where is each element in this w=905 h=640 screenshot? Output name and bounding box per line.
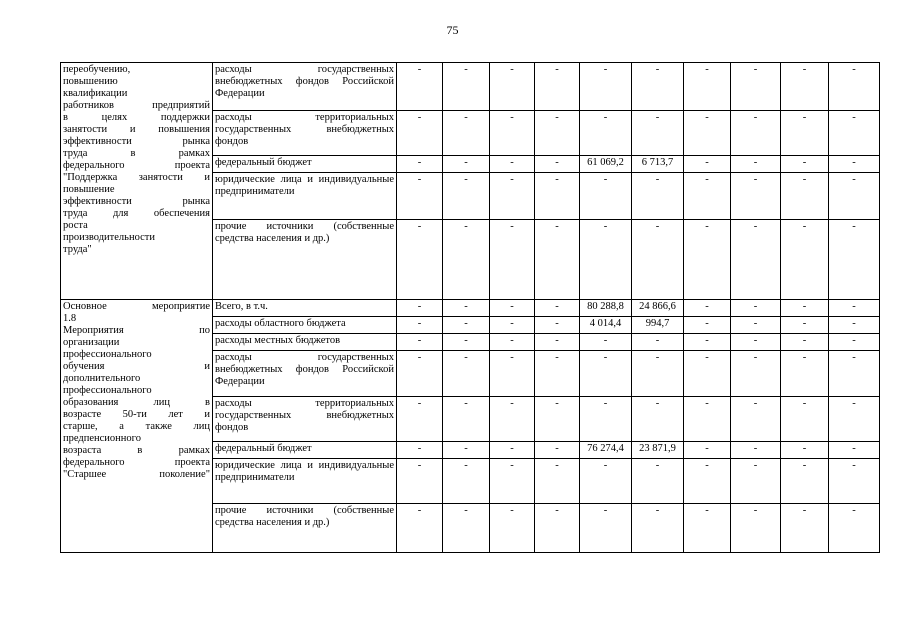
value-cell: - <box>731 173 781 220</box>
value-cell: - <box>443 317 490 334</box>
value-cell: - <box>684 334 731 351</box>
value-cell: - <box>535 317 580 334</box>
value-cell: - <box>731 300 781 317</box>
funding-source-cell: юридические лица и индивидуальные предприниматели <box>213 459 397 504</box>
value-cell: - <box>535 111 580 156</box>
value-cell: 994,7 <box>632 317 684 334</box>
activity-name-line: дополнительного <box>63 373 141 384</box>
value-cell: - <box>829 317 880 334</box>
value-cell: - <box>397 63 443 111</box>
value-cell: - <box>443 351 490 397</box>
value-cell: - <box>684 442 731 459</box>
value-cell: - <box>490 504 535 553</box>
value-cell: - <box>397 459 443 504</box>
value-cell: - <box>490 63 535 111</box>
value-cell: - <box>443 156 490 173</box>
value-cell: - <box>580 63 632 111</box>
activity-name-line: переобучению, <box>63 64 131 75</box>
funding-source-cell: федеральный бюджет <box>213 156 397 173</box>
value-cell: - <box>632 111 684 156</box>
activity-name-line: повышение <box>63 184 115 195</box>
activity-name-line: возрасте 50-ти лет и <box>63 409 210 420</box>
activity-name-cell <box>61 63 213 300</box>
value-cell: 80 288,8 <box>580 300 632 317</box>
value-cell: - <box>632 334 684 351</box>
value-cell: - <box>731 111 781 156</box>
value-cell: - <box>731 63 781 111</box>
activity-name-line: предпенсионного <box>63 433 141 444</box>
activity-name-line: эффективности рынка <box>63 136 210 147</box>
value-cell: - <box>535 173 580 220</box>
value-cell: - <box>731 220 781 300</box>
value-cell: - <box>490 351 535 397</box>
value-cell: - <box>829 63 880 111</box>
value-cell: - <box>781 504 829 553</box>
value-cell: - <box>781 220 829 300</box>
value-cell: - <box>829 220 880 300</box>
value-cell: 6 713,7 <box>632 156 684 173</box>
value-cell: - <box>397 111 443 156</box>
value-cell: - <box>684 173 731 220</box>
value-cell: - <box>781 442 829 459</box>
activity-name-line: федерального проекта <box>63 160 210 171</box>
value-cell: - <box>829 300 880 317</box>
value-cell: - <box>490 317 535 334</box>
value-cell: - <box>580 504 632 553</box>
value-cell: - <box>490 334 535 351</box>
value-cell: - <box>829 111 880 156</box>
value-cell: 4 014,4 <box>580 317 632 334</box>
value-cell: - <box>535 63 580 111</box>
activity-name-line: повышению <box>63 76 118 87</box>
value-cell: - <box>684 397 731 442</box>
budget-table <box>60 62 880 553</box>
value-cell: - <box>781 317 829 334</box>
value-cell: - <box>781 173 829 220</box>
activity-name-line: производительности <box>63 232 155 243</box>
activity-name-line: образования лиц в <box>63 397 210 408</box>
value-cell: - <box>829 397 880 442</box>
value-cell: - <box>632 351 684 397</box>
value-cell: - <box>490 397 535 442</box>
value-cell: - <box>829 156 880 173</box>
value-cell: - <box>443 111 490 156</box>
value-cell: - <box>632 397 684 442</box>
value-cell: - <box>490 459 535 504</box>
value-cell: - <box>443 442 490 459</box>
value-cell: - <box>632 220 684 300</box>
activity-name-line: "Поддержка занятости и <box>63 172 210 183</box>
activity-name-line: роста <box>63 220 88 231</box>
value-cell: - <box>397 351 443 397</box>
activity-name-line: занятости и повышения <box>63 124 210 135</box>
value-cell: - <box>731 317 781 334</box>
value-cell: - <box>632 63 684 111</box>
value-cell: - <box>781 351 829 397</box>
value-cell: - <box>731 504 781 553</box>
value-cell: - <box>535 504 580 553</box>
value-cell: 61 069,2 <box>580 156 632 173</box>
value-cell: - <box>684 459 731 504</box>
value-cell: - <box>829 442 880 459</box>
value-cell: - <box>397 156 443 173</box>
value-cell: - <box>535 397 580 442</box>
value-cell: - <box>443 504 490 553</box>
activity-name-line: федерального проекта <box>63 457 210 468</box>
value-cell: - <box>632 504 684 553</box>
funding-source-cell: федеральный бюджет <box>213 442 397 459</box>
value-cell: - <box>731 334 781 351</box>
activity-name-line: квалификации <box>63 88 128 99</box>
value-cell: - <box>443 397 490 442</box>
value-cell: - <box>535 459 580 504</box>
funding-source-cell: Всего, в т.ч. <box>213 300 397 317</box>
value-cell: - <box>535 334 580 351</box>
table-row <box>61 300 880 317</box>
value-cell: - <box>580 334 632 351</box>
value-cell: - <box>397 317 443 334</box>
page-number: 75 <box>446 23 459 37</box>
value-cell: - <box>829 173 880 220</box>
activity-name-line: организации <box>63 337 120 348</box>
value-cell: - <box>632 173 684 220</box>
value-cell: - <box>781 63 829 111</box>
value-cell: - <box>781 300 829 317</box>
value-cell: - <box>684 351 731 397</box>
value-cell: - <box>781 111 829 156</box>
funding-source-cell: прочие источники (собственные средства населения и др.) <box>213 220 397 300</box>
value-cell: - <box>397 442 443 459</box>
value-cell: - <box>535 156 580 173</box>
funding-source-cell: расходы местных бюджетов <box>213 334 397 351</box>
value-cell: - <box>684 317 731 334</box>
value-cell: - <box>397 173 443 220</box>
value-cell: - <box>684 220 731 300</box>
value-cell: - <box>684 63 731 111</box>
value-cell: - <box>580 220 632 300</box>
value-cell: - <box>684 156 731 173</box>
value-cell: - <box>781 459 829 504</box>
value-cell: - <box>829 459 880 504</box>
activity-name-line: работников предприятий <box>63 100 210 111</box>
activity-name-line: Основное мероприятие <box>63 301 210 312</box>
value-cell: - <box>535 220 580 300</box>
value-cell: - <box>443 220 490 300</box>
value-cell: - <box>535 442 580 459</box>
value-cell: - <box>397 504 443 553</box>
activity-name-line: 1.8 <box>63 313 77 324</box>
funding-source-cell: расходы государственных внебюджетных фондов Российской Федерации <box>213 63 397 111</box>
value-cell: - <box>443 63 490 111</box>
value-cell: - <box>781 156 829 173</box>
value-cell: 24 866,6 <box>632 300 684 317</box>
activity-name-line: возраста в рамках <box>63 445 210 456</box>
value-cell: - <box>490 442 535 459</box>
value-cell: - <box>443 173 490 220</box>
value-cell: - <box>731 351 781 397</box>
value-cell: - <box>731 397 781 442</box>
value-cell: - <box>490 220 535 300</box>
activity-name-line: труда" <box>63 244 92 255</box>
value-cell: - <box>580 173 632 220</box>
value-cell: - <box>397 397 443 442</box>
value-cell: - <box>781 334 829 351</box>
activity-name-line: профессионального <box>63 349 152 360</box>
value-cell: - <box>397 220 443 300</box>
funding-source-cell: юридические лица и индивидуальные предприниматели <box>213 173 397 220</box>
value-cell: - <box>731 442 781 459</box>
activity-name-line: труда для обеспечения <box>63 208 210 219</box>
activity-name-line: эффективности рынка <box>63 196 210 207</box>
value-cell: - <box>684 300 731 317</box>
value-cell: - <box>580 397 632 442</box>
activity-name-line: старше, а также лиц <box>63 421 210 432</box>
activity-name-line: обучения и <box>63 361 210 372</box>
value-cell: - <box>580 351 632 397</box>
value-cell: - <box>397 334 443 351</box>
activity-name-line: профессионального <box>63 385 152 396</box>
funding-source-cell: расходы территориальных государственных внебюджетных фондов <box>213 111 397 156</box>
value-cell: - <box>443 459 490 504</box>
activity-name-cell <box>61 300 213 553</box>
value-cell: - <box>580 111 632 156</box>
value-cell: 76 274,4 <box>580 442 632 459</box>
value-cell: - <box>535 351 580 397</box>
value-cell: - <box>684 111 731 156</box>
activity-name-line: Мероприятия по <box>63 325 210 336</box>
funding-source-cell: расходы государственных внебюджетных фондов Российской Федерации <box>213 351 397 397</box>
value-cell: - <box>829 504 880 553</box>
activity-name-line: труда в рамках <box>63 148 210 159</box>
funding-source-cell: прочие источники (собственные средства населения и др.) <box>213 504 397 553</box>
value-cell: - <box>490 111 535 156</box>
table-row <box>61 63 880 111</box>
value-cell: 23 871,9 <box>632 442 684 459</box>
value-cell: - <box>731 156 781 173</box>
funding-source-cell: расходы территориальных государственных внебюджетных фондов <box>213 397 397 442</box>
value-cell: - <box>684 504 731 553</box>
value-cell: - <box>731 459 781 504</box>
activity-name-line: "Старшее поколение" <box>63 469 210 480</box>
value-cell: - <box>490 173 535 220</box>
value-cell: - <box>632 459 684 504</box>
activity-name-line: в целях поддержки <box>63 112 210 123</box>
value-cell: - <box>829 334 880 351</box>
value-cell: - <box>490 300 535 317</box>
value-cell: - <box>829 351 880 397</box>
value-cell: - <box>490 156 535 173</box>
value-cell: - <box>397 300 443 317</box>
value-cell: - <box>443 334 490 351</box>
value-cell: - <box>535 300 580 317</box>
funding-source-cell: расходы областного бюджета <box>213 317 397 334</box>
value-cell: - <box>443 300 490 317</box>
value-cell: - <box>781 397 829 442</box>
value-cell: - <box>580 459 632 504</box>
